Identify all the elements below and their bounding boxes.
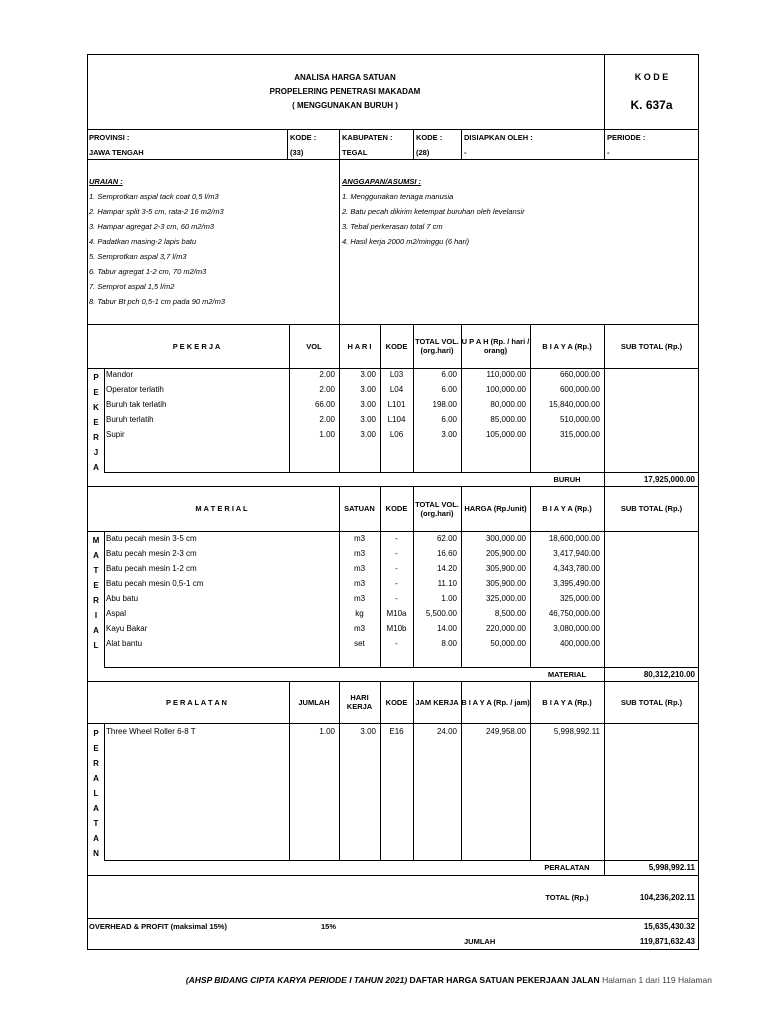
side-letter: A [93,804,99,813]
material-biaya: 325,000.00 [559,594,600,603]
material-header-harga: HARGA (Rp./unit) [464,504,527,513]
material-satuan: set [354,639,365,648]
material-biaya: 3,417,940.00 [553,549,600,558]
pekerja-biaya: 15,840,000.00 [548,400,600,409]
jumlah-label: JUMLAH [464,937,496,946]
pekerja-vol: 2.00 [319,370,335,379]
material-total: 1.00 [441,594,457,603]
pekerja-hari: 3.00 [360,370,376,379]
pekerja-name: Supir [106,430,125,439]
pekerja-kode: L104 [387,415,406,424]
pekerja-biaya: 660,000.00 [559,370,600,379]
material-name: Batu pecah mesin 2-3 cm [106,549,197,558]
peralatan-header-kode: KODE [385,697,408,707]
material-header-kode: KODE [385,504,408,513]
material-harga: 8,500.00 [494,609,526,618]
material-satuan: kg [355,609,364,618]
material-total: 14.00 [436,624,457,633]
material-harga: 325,000.00 [485,594,526,603]
pekerja-vol: 66.00 [314,400,335,409]
material-total: 8.00 [441,639,457,648]
pekerja-header-vol: VOL [306,341,322,351]
pekerja-name: Mandor [106,370,134,379]
material-total: 14.20 [436,564,457,573]
side-letter: A [93,834,99,843]
divider [413,129,414,159]
asumsi-title: ANGGAPAN/ASUMSI : [342,177,422,186]
pekerja-total: 6.00 [441,415,457,424]
asumsi-item: 4. Hasil kerja 2000 m2/minggu (6 hari) [342,237,470,246]
material-harga: 300,000.00 [485,534,526,543]
uraian-item: 2. Hampar split 3-5 cm, rata-2 16 m2/m3 [89,207,224,216]
kode-value: K. 637a [630,98,673,112]
side-letter: E [93,744,99,753]
material-biaya: 46,750,000.00 [548,609,600,618]
pekerja-upah: 80,000.00 [490,400,526,409]
uraian-item: 1. Semprotkan aspal tack coat 0,5 l/m3 [89,192,219,201]
title-line-3: ( MENGGUNAKAN BURUH ) [292,101,398,110]
side-letter: A [93,551,99,560]
peralatan-name: Three Wheel Roller 6-8 T [106,727,196,736]
peralatan-subtotal: 5,998,992.11 [648,863,695,872]
divider [87,368,699,369]
buruh-label: BURUH [553,475,581,484]
divider [339,129,340,159]
side-letter: T [93,819,99,828]
title-line-1: ANALISA HARGA SATUAN [294,73,396,82]
pekerja-kode: L03 [389,370,404,379]
peralatan-header-harga: B I A Y A (Rp. / jam) [461,697,530,707]
peralatan-hari: 3.00 [360,727,376,736]
material-biaya: 3,395,490.00 [553,579,600,588]
pekerja-kode: L06 [389,430,404,439]
periode-value: - [607,148,610,157]
material-harga: 220,000.00 [485,624,526,633]
pekerja-hari: 3.00 [360,415,376,424]
pekerja-hari: 3.00 [360,385,376,394]
disiapkan-value: - [464,148,467,157]
peralatan-header-jam: JAM KERJA [415,697,459,707]
title-line-2: PROPELERING PENETRASI MAKADAM [269,87,421,96]
kode2-label: KODE : [416,133,443,142]
side-letter: P [93,729,99,738]
divider [104,531,105,667]
uraian-item: 5. Semprotkan aspal 3,7 l/m3 [89,252,187,261]
kode-label: K O D E [634,72,669,82]
divider [104,723,105,860]
side-letter: N [93,849,99,858]
pekerja-upah: 85,000.00 [490,415,526,424]
pekerja-name: Buruh terlatih [106,415,154,424]
material-satuan: m3 [353,534,366,543]
disiapkan-label: DISIAPKAN OLEH : [464,133,533,142]
footer-doc: DAFTAR HARGA SATUAN PEKERJAAN JALAN [409,975,600,985]
side-letter: E [93,418,99,427]
material-satuan: m3 [353,549,366,558]
pekerja-header-biaya: B I A Y A (Rp.) [542,341,592,351]
material-total: 16.60 [436,549,457,558]
peralatan-kode: E16 [389,727,404,736]
title-divider [604,54,605,129]
side-letter: R [93,433,99,442]
material-satuan: m3 [353,594,366,603]
material-name: Abu batu [106,594,139,603]
overhead-percent: 15% [321,922,337,931]
provinsi-label: PROVINSI : [89,133,130,142]
page-footer [0,975,712,985]
material-name: Aspal [106,609,127,618]
pekerja-total: 198.00 [432,400,457,409]
pekerja-biaya: 315,000.00 [559,430,600,439]
material-biaya: 3,080,000.00 [553,624,600,633]
divider [604,129,605,159]
pekerja-total: 6.00 [441,385,457,394]
material-satuan: m3 [353,579,366,588]
material-kode: - [395,579,398,588]
material-kode: - [395,549,398,558]
uraian-item: 6. Tabur agregat 1-2 cm, 70 m2/m3 [89,267,207,276]
total-value: 104,236,202.11 [639,893,695,902]
side-letter: E [93,388,99,397]
pekerja-name: Buruh tak terlatih [106,400,167,409]
divider [104,472,699,473]
peralatan-jumlah: 1.00 [319,727,335,736]
kode1-value: (33) [290,148,304,157]
pekerja-header-name: P E K E R J A [172,341,221,351]
side-letter: L [93,789,99,798]
overhead-value: 15,635,430.32 [643,922,695,931]
side-letter: L [93,641,99,650]
pekerja-header-subtotal: SUB TOTAL (Rp.) [620,341,683,351]
peralatan-biaya: 5,998,992.11 [553,727,600,736]
peralatan-header-jumlah: JUMLAH [298,697,330,707]
material-biaya: 400,000.00 [559,639,600,648]
divider [87,531,699,532]
peralatan-header-name: P E R A L A T A N [166,697,227,707]
pekerja-header-upah: U P A H (Rp. / hari / orang) [461,337,530,355]
pekerja-total: 3.00 [441,430,457,439]
pekerja-vol: 1.00 [319,430,335,439]
peralatan-label: PERALATAN [544,863,590,872]
divider [87,918,699,919]
material-name: Alat bantu [106,639,143,648]
side-letter: A [93,463,99,472]
pekerja-total: 6.00 [441,370,457,379]
material-header-total: TOTAL VOL. (org.hari) [415,499,459,518]
kabupaten-value: TEGAL [342,148,368,157]
buruh-subtotal: 17,925,000.00 [643,475,695,484]
uraian-title: URAIAN : [89,177,123,186]
side-letter: I [94,611,98,620]
material-biaya: 4,343,780.00 [553,564,600,573]
material-kode: - [395,564,398,573]
material-harga: 305,900.00 [485,579,526,588]
overhead-label: OVERHEAD & PROFIT (maksimal 15%) [89,922,227,931]
pekerja-biaya: 510,000.00 [559,415,600,424]
material-name: Kayu Bakar [106,624,148,633]
provinsi-value: JAWA TENGAH [89,148,144,157]
divider [339,159,340,324]
peralatan-header-biaya: B I A Y A (Rp.) [542,697,592,707]
material-header-name: M A T E R I A L [195,504,248,513]
asumsi-item: 2. Batu pecah dikirim ketempat buruhan oleh levelansir [342,207,525,216]
divider [287,129,288,159]
material-total: 5,500.00 [425,609,457,618]
pekerja-upah: 110,000.00 [486,370,526,379]
side-letter: R [93,759,99,768]
side-letter: A [93,774,99,783]
pekerja-name: Operator terlatih [106,385,164,394]
divider [87,875,699,876]
uraian-item: 7. Semprot aspal 1,5 l/m2 [89,282,175,291]
divider [104,667,699,668]
side-letter: E [93,581,99,590]
footer-source: (AHSP BIDANG CIPTA KARYA PERIODE I TAHUN 2021) [185,975,408,985]
pekerja-hari: 3.00 [360,430,376,439]
kode1-label: KODE : [290,133,317,142]
side-letter: J [93,448,99,457]
material-total: 62.00 [436,534,457,543]
divider [461,129,462,159]
material-biaya: 18,600,000.00 [548,534,600,543]
material-kode: M10a [386,609,407,618]
divider [87,129,699,130]
total-label: TOTAL (Rp.) [545,893,589,902]
divider [104,860,699,861]
material-kode: - [395,639,398,648]
material-kode: - [395,594,398,603]
material-harga: 205,900.00 [485,549,526,558]
uraian-item: 3. Hampar agregat 2-3 cm, 60 m2/m3 [89,222,215,231]
pekerja-kode: L101 [387,400,406,409]
divider [87,723,699,724]
material-kode: M10b [386,624,407,633]
pekerja-kode: L04 [389,385,404,394]
side-letter: A [93,626,99,635]
material-satuan: m3 [353,564,366,573]
peralatan-header-subtotal: SUB TOTAL (Rp.) [620,697,683,707]
material-label: MATERIAL [547,670,587,679]
material-total: 11.10 [437,579,457,588]
kode2-value: (28) [416,148,430,157]
side-letter: P [93,373,99,382]
pekerja-upah: 100,000.00 [485,385,526,394]
material-header-satuan: SATUAN [344,504,375,513]
pekerja-header-kode: KODE [385,341,408,351]
material-header-biaya: B I A Y A (Rp.) [542,504,592,513]
divider [87,159,699,160]
material-name: Batu pecah mesin 0,5-1 cm [106,579,204,588]
kabupaten-label: KABUPATEN : [342,133,393,142]
asumsi-item: 3. Tebal perkerasan total 7 cm [342,222,443,231]
pekerja-upah: 105,000.00 [485,430,526,439]
side-letter: K [93,403,99,412]
pekerja-vol: 2.00 [319,415,335,424]
material-header-subtotal: SUB TOTAL (Rp.) [620,504,683,513]
pekerja-header-hari: H A R I [347,341,372,351]
divider [104,368,105,472]
pekerja-vol: 2.00 [319,385,335,394]
jumlah-value: 119,871,632.43 [639,937,695,946]
material-harga: 305,900.00 [485,564,526,573]
material-subtotal: 80,312,210.00 [643,670,695,679]
side-letter: R [93,596,99,605]
material-satuan: m3 [353,624,366,633]
material-name: Batu pecah mesin 1-2 cm [106,564,197,573]
material-name: Batu pecah mesin 3-5 cm [106,534,197,543]
peralatan-jam: 24.00 [436,727,457,736]
uraian-item: 8. Tabur Bt pch 0,5-1 cm pada 90 m2/m3 [89,297,226,306]
peralatan-harga: 249,958.00 [485,727,526,736]
material-kode: - [395,534,398,543]
side-letter: T [93,566,99,575]
pekerja-biaya: 600,000.00 [559,385,600,394]
periode-label: PERIODE : [607,133,646,142]
pekerja-header-total: TOTAL VOL. (org.hari) [415,337,459,355]
side-letter: M [92,536,100,545]
material-harga: 50,000.00 [490,639,526,648]
peralatan-header-hari: HARI KERJA [346,693,373,711]
uraian-item: 4. Padatkan masing-2 lapis batu [89,237,197,246]
footer-page: Halaman 1 dari 119 Halaman [602,975,712,985]
asumsi-item: 1. Menggunakan tenaga manusia [342,192,454,201]
pekerja-hari: 3.00 [360,400,376,409]
